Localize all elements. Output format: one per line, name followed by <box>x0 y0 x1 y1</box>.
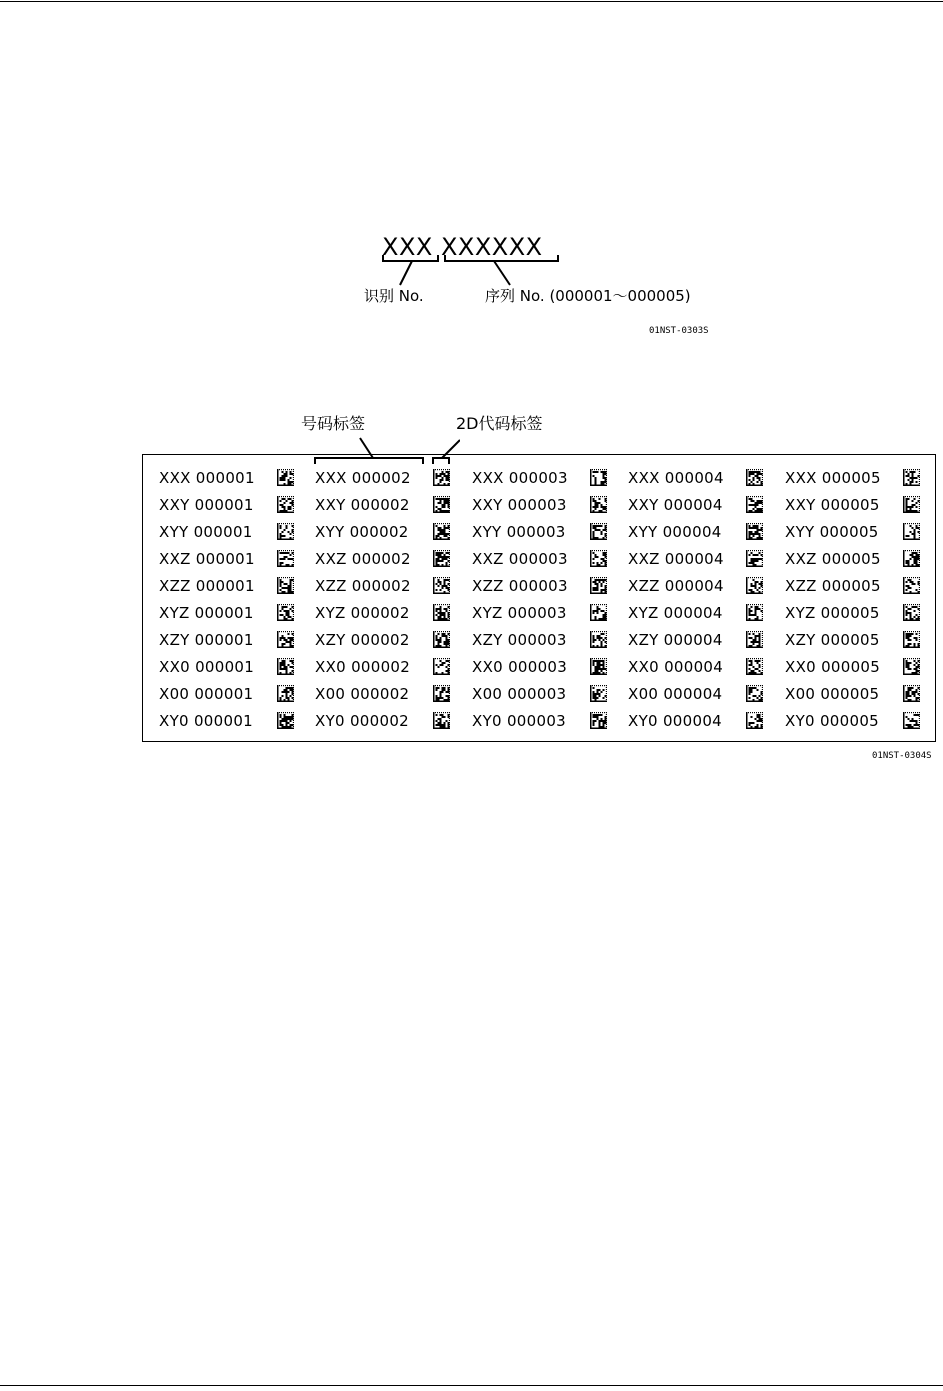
number-label: XYY 000002 <box>315 523 409 541</box>
number-label: XXX 000002 <box>315 469 411 487</box>
number-label: X00 000001 <box>159 685 254 703</box>
datamatrix-code-icon <box>903 712 920 729</box>
datamatrix-code-icon <box>277 577 294 594</box>
datamatrix-code-icon <box>590 685 607 702</box>
serial-leader <box>494 261 510 285</box>
datamatrix-code-icon <box>433 631 450 648</box>
number-label: XXX 000001 <box>159 469 255 487</box>
number-label: XY0 000004 <box>628 712 723 730</box>
number-label: X00 000004 <box>628 685 723 703</box>
datamatrix-code-icon <box>277 523 294 540</box>
number-label: XXZ 000004 <box>628 550 724 568</box>
datamatrix-code-icon <box>433 685 450 702</box>
number-label: XXX 000003 <box>472 469 568 487</box>
datamatrix-code-icon <box>590 577 607 594</box>
label-row <box>143 657 935 684</box>
datamatrix-code-icon <box>433 712 450 729</box>
label-row <box>143 630 935 657</box>
number-label: X00 000005 <box>785 685 880 703</box>
number-label: XXX 000004 <box>628 469 724 487</box>
datamatrix-code-icon <box>746 577 763 594</box>
label-row <box>143 711 935 738</box>
figure-id-sheet: 01NST-0304S <box>872 751 932 761</box>
number-label: XZY 000002 <box>315 631 410 649</box>
label-row <box>143 522 935 549</box>
number-label: XZY 000004 <box>628 631 723 649</box>
label-row <box>143 603 935 630</box>
datamatrix-code-icon <box>277 550 294 567</box>
number-label: XX0 000005 <box>785 658 881 676</box>
number-label: XX0 000002 <box>315 658 411 676</box>
number-label: XZY 000001 <box>159 631 254 649</box>
datamatrix-code-icon <box>277 658 294 675</box>
datamatrix-code-icon <box>746 523 763 540</box>
number-label: XXY 000005 <box>785 496 880 514</box>
ident-leader <box>400 261 412 285</box>
datamatrix-code-icon <box>746 604 763 621</box>
datamatrix-code-icon <box>590 658 607 675</box>
number-label: X00 000002 <box>315 685 410 703</box>
number-label: XY0 000002 <box>315 712 410 730</box>
label-row <box>143 549 935 576</box>
datamatrix-code-icon <box>903 631 920 648</box>
datamatrix-code-icon <box>903 550 920 567</box>
datamatrix-code-icon <box>903 577 920 594</box>
label-row <box>143 495 935 522</box>
label-sheet <box>142 454 936 742</box>
number-label: XY0 000003 <box>472 712 567 730</box>
number-label: XXY 000002 <box>315 496 410 514</box>
datamatrix-code-icon <box>903 496 920 513</box>
datamatrix-code-icon <box>433 550 450 567</box>
number-label: XYZ 000002 <box>315 604 410 622</box>
datamatrix-code-icon <box>433 496 450 513</box>
datamatrix-code-icon <box>590 496 607 513</box>
bottom-rule <box>0 1385 943 1386</box>
datamatrix-code-icon <box>903 685 920 702</box>
number-label: XYZ 000004 <box>628 604 723 622</box>
code-2d-label-callout: 2D代码标签 <box>456 414 543 433</box>
number-label: XXX 000005 <box>785 469 881 487</box>
number-label: XZZ 000001 <box>159 577 255 595</box>
label-format-code: XXX XXXXXX <box>382 233 543 261</box>
number-label: XZZ 000002 <box>315 577 411 595</box>
number-label: XYZ 000003 <box>472 604 567 622</box>
number-label: XXZ 000005 <box>785 550 881 568</box>
number-label: XZZ 000003 <box>472 577 568 595</box>
number-label: XXY 000001 <box>159 496 254 514</box>
datamatrix-code-icon <box>433 658 450 675</box>
number-label: XYZ 000001 <box>159 604 254 622</box>
number-label: XZY 000003 <box>472 631 567 649</box>
number-label: XXZ 000002 <box>315 550 411 568</box>
number-label: XYZ 000005 <box>785 604 880 622</box>
datamatrix-code-icon <box>746 712 763 729</box>
datamatrix-code-icon <box>746 658 763 675</box>
number-label: XX0 000003 <box>472 658 568 676</box>
number-label: XXY 000004 <box>628 496 723 514</box>
number-label: X00 000003 <box>472 685 567 703</box>
datamatrix-code-icon <box>746 496 763 513</box>
label-row <box>143 576 935 603</box>
datamatrix-code-icon <box>746 469 763 486</box>
datamatrix-code-icon <box>903 604 920 621</box>
datamatrix-code-icon <box>903 469 920 486</box>
number-label: XXZ 000003 <box>472 550 568 568</box>
number-label: XX0 000004 <box>628 658 724 676</box>
datamatrix-code-icon <box>277 496 294 513</box>
number-label: XZZ 000004 <box>628 577 724 595</box>
datamatrix-code-icon <box>590 712 607 729</box>
number-label: XXY 000003 <box>472 496 567 514</box>
serial-number-label: 序列 No. (000001～000005) <box>485 287 691 305</box>
figure-id-format: 01NST-0303S <box>649 326 709 336</box>
number-label: XX0 000001 <box>159 658 255 676</box>
number-label: XZY 000005 <box>785 631 880 649</box>
label-row <box>143 684 935 711</box>
datamatrix-code-icon <box>433 577 450 594</box>
datamatrix-code-icon <box>746 550 763 567</box>
datamatrix-code-icon <box>746 685 763 702</box>
number-label-callout: 号码标签 <box>301 414 366 433</box>
datamatrix-code-icon <box>590 631 607 648</box>
datamatrix-code-icon <box>277 631 294 648</box>
number-label: XY0 000001 <box>159 712 254 730</box>
format-brackets <box>370 255 570 289</box>
datamatrix-code-icon <box>277 604 294 621</box>
datamatrix-code-icon <box>746 631 763 648</box>
datamatrix-code-icon <box>277 685 294 702</box>
number-label: XYY 000004 <box>628 523 722 541</box>
datamatrix-code-icon <box>433 469 450 486</box>
label-row <box>143 468 935 495</box>
number-label: XZZ 000005 <box>785 577 881 595</box>
datamatrix-code-icon <box>433 604 450 621</box>
datamatrix-code-icon <box>277 712 294 729</box>
datamatrix-code-icon <box>590 550 607 567</box>
datamatrix-code-icon <box>590 523 607 540</box>
ident-number-label: 识别 No. <box>364 287 424 305</box>
top-rule <box>0 1 943 2</box>
number-label: XYY 000001 <box>159 523 253 541</box>
datamatrix-code-icon <box>590 604 607 621</box>
datamatrix-code-icon <box>590 469 607 486</box>
datamatrix-code-icon <box>433 523 450 540</box>
ident-bracket <box>383 255 438 261</box>
number-label: XY0 000005 <box>785 712 880 730</box>
number-label: XXZ 000001 <box>159 550 255 568</box>
datamatrix-code-icon <box>903 658 920 675</box>
number-label: XYY 000003 <box>472 523 566 541</box>
datamatrix-code-icon <box>277 469 294 486</box>
serial-bracket <box>445 255 558 261</box>
number-label: XYY 000005 <box>785 523 879 541</box>
datamatrix-code-icon <box>903 523 920 540</box>
